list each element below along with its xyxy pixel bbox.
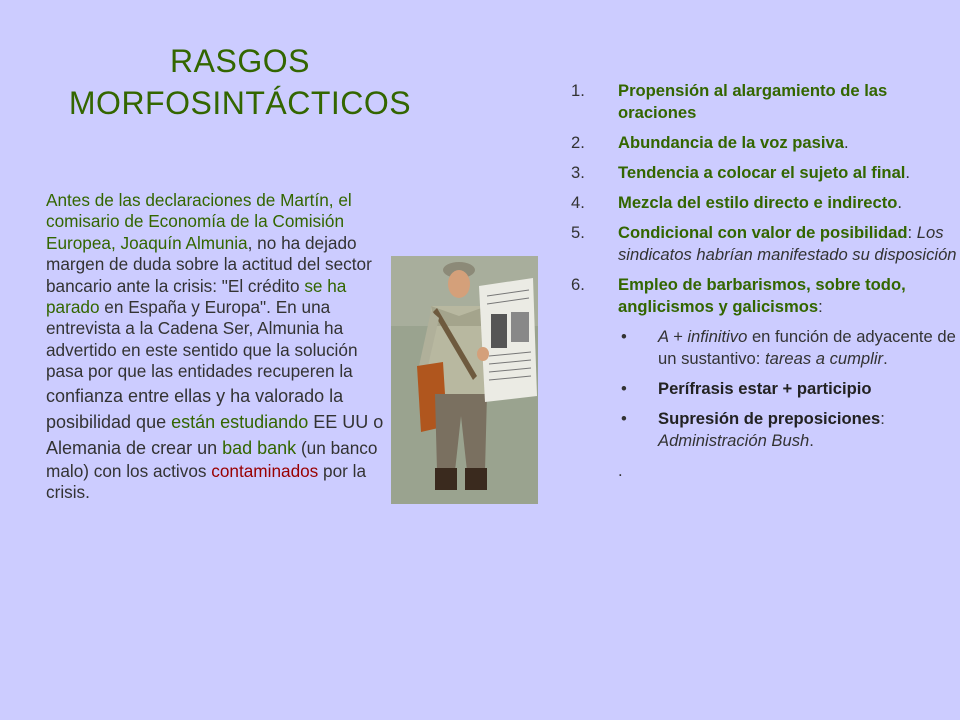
list-number: 5. (571, 223, 585, 242)
title-line-1: RASGOS (170, 43, 310, 79)
paragraph-segment: confianza entre ellas y ha valorado la posibilidad que (46, 385, 344, 432)
paragraph-segment: bad bank (222, 437, 297, 458)
paragraph-segment: (un banco malo) con los activos (46, 437, 378, 481)
list-item-bold: Abundancia de la voz pasiva (618, 133, 844, 152)
news-paragraph (46, 190, 396, 503)
sub-item-rest: : (880, 409, 885, 428)
paragraph-segment: EE UU o Alemania de crear un (46, 411, 384, 458)
bullet-icon: • (621, 409, 627, 428)
list-item-text: . (897, 193, 903, 212)
sub-item-italic-b: tareas a cumplir (765, 349, 884, 368)
list-number: 2. (571, 133, 585, 152)
list-number: 3. (571, 163, 585, 182)
bullet-icon: • (621, 379, 627, 398)
trailing-dot: . (618, 461, 623, 480)
list-item-text: . (905, 163, 911, 182)
list-item (566, 222, 958, 266)
list-item-example: Los sindicatos habrían manifestado su disposición (618, 223, 957, 264)
sub-list-item (566, 326, 958, 370)
list-item-text: : (907, 223, 917, 242)
figure-photo-svg (391, 256, 538, 504)
bullet-icon: • (621, 327, 627, 346)
newspaper-reader-figure-icon (391, 256, 538, 504)
sub-list-item (566, 408, 958, 452)
list-item-bold: Tendencia a colocar el sujeto al final (618, 163, 906, 182)
list-item-bold: Propensión al alargamiento de las oraciones (618, 81, 888, 122)
paragraph-segment: contaminados (211, 460, 319, 481)
list-item-bold: Empleo de barbarismos, sobre todo, anglicismos y galicismos (618, 275, 906, 316)
sub-item-plain: en función de adyacente de un sustantivo: (658, 327, 956, 368)
paragraph-segment: Antes de las declaraciones de Martín, el comisario de Economía de la Comisión Europea, Joaquín Almunia (46, 190, 352, 253)
paragraph-segment: se ha parado (46, 275, 347, 318)
paragraph-segment: , no ha dejado margen de duda sobre la actitud del sector bancario ante la crisis: "El crédito (46, 232, 372, 296)
paragraph-segment: están estudiando (171, 411, 309, 432)
list-item-bold: Mezcla del estilo directo e indirecto (618, 193, 898, 212)
list-item (566, 132, 958, 154)
paragraph-segment: por la crisis. (46, 460, 367, 503)
slide-title (0, 40, 480, 124)
paragraph-segment: en España y Europa". En una entrevista a la Cadena Ser, Almunia ha advertido en este sentido que la solución pasa por que las entidades recuperen la (46, 297, 358, 382)
list-number: 1. (571, 81, 585, 100)
sub-item-italic: Administración Bush (658, 431, 810, 450)
list-number: 4. (571, 193, 585, 212)
sub-item-bold: Perífrasis estar + participio (658, 379, 872, 398)
list-item-text: : (818, 297, 823, 316)
list-item (566, 274, 958, 318)
list-item (566, 80, 958, 124)
sub-item-bold: Supresión de preposiciones (658, 409, 881, 428)
features-list (566, 80, 958, 482)
list-item (566, 162, 958, 184)
sub-item-end: . (809, 431, 814, 450)
list-number: 6. (571, 275, 585, 294)
sub-item-end: . (883, 349, 888, 368)
list-item (566, 192, 958, 214)
sub-list-item (566, 378, 958, 400)
list-item-bold: Condicional con valor de posibilidad (618, 223, 908, 242)
sub-item-italic-a: A + infinitivo (658, 327, 748, 346)
title-line-2: MORFOSINTÁCTICOS (68, 85, 412, 121)
list-item-text: . (843, 133, 849, 152)
